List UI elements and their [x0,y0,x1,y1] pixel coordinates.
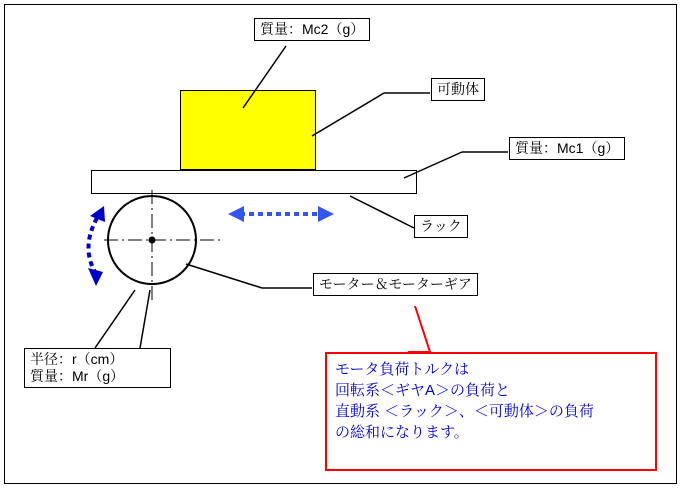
label-rotor-mass: 質量：Mr（g） [30,368,125,384]
label-movable-body: 可動体 [431,78,485,101]
rotation-arrow-shaft [88,218,97,272]
gear-center-dot [149,237,156,244]
rotation-arrow-head-bottom [88,268,103,286]
leader-radius-mass-2 [140,290,150,348]
translation-arrow-head-left [228,206,244,222]
leader-rack [350,196,414,228]
translation-arrow-head-right [318,206,334,222]
label-motor-and-gear: モーター＆モーターギア [313,273,478,296]
note-box [325,352,657,471]
note-line-3: 直動系 ＜ラック＞、＜可動体＞の負荷 [335,403,594,420]
leader-mass-mc2 [243,46,286,108]
label-mass-mc1: 質量：Mc1（g） [509,137,625,160]
label-radius-and-mass [24,348,171,388]
label-radius: 半径：r（cm） [30,351,124,367]
leader-movable-body-2 [312,93,384,136]
label-rack: ラック [414,215,468,238]
leader-mass-mc1-2 [404,152,462,178]
leader-motor-gear-2 [186,264,262,288]
note-line-1: モータ負荷トルクは [335,361,470,378]
leader-radius-mass [95,290,135,348]
note-line-4: の総和になります。 [335,424,469,441]
note-pointer [408,306,430,352]
note-line-2: 回転系＜ギヤA＞の負荷と [335,382,511,399]
label-mass-mc2: 質量：Mc2（g） [254,18,370,41]
